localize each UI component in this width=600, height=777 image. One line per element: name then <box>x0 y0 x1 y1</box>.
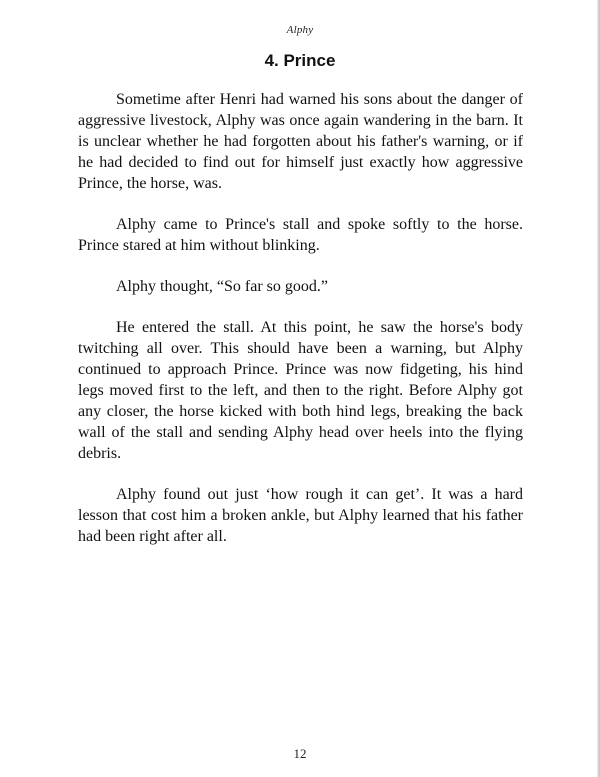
page-number: 12 <box>293 746 307 761</box>
paragraph-2: Alphy came to Prince's stall and spoke softly to the horse. Prince stared at him without blinking. <box>78 216 523 254</box>
paragraph-5: Alphy found out just ‘how rough it can get’. It was a hard lesson that cost him a broken ankle, but Alphy learned that his father had been right after all. <box>78 486 523 545</box>
running-header: Alphy <box>286 24 314 36</box>
paragraph-4: He entered the stall. At this point, he saw the horse's body twitching all over. This should have been a warning, but Alphy continued to approach Prince. Prince was now fidgeting, his hind legs moved first to the left, and then to the right. Before Alphy got any closer, the horse kicked with both hind legs, breaking the back wall of the stall and sending Alphy head over heels into the flying debris. <box>78 319 523 462</box>
chapter-body <box>78 89 523 567</box>
paragraph-3: Alphy thought, “So far so good.” <box>116 278 328 295</box>
paragraph-1: Sometime after Henri had warned his sons about the danger of aggressive livestock, Alphy was once again wandering in the barn. It is unclear whether he had forgotten about his father's warning, or if he had decided to find out for himself just exactly how aggressive Prince, the horse, was. <box>78 91 523 192</box>
chapter-title: 4. Prince <box>264 51 336 70</box>
